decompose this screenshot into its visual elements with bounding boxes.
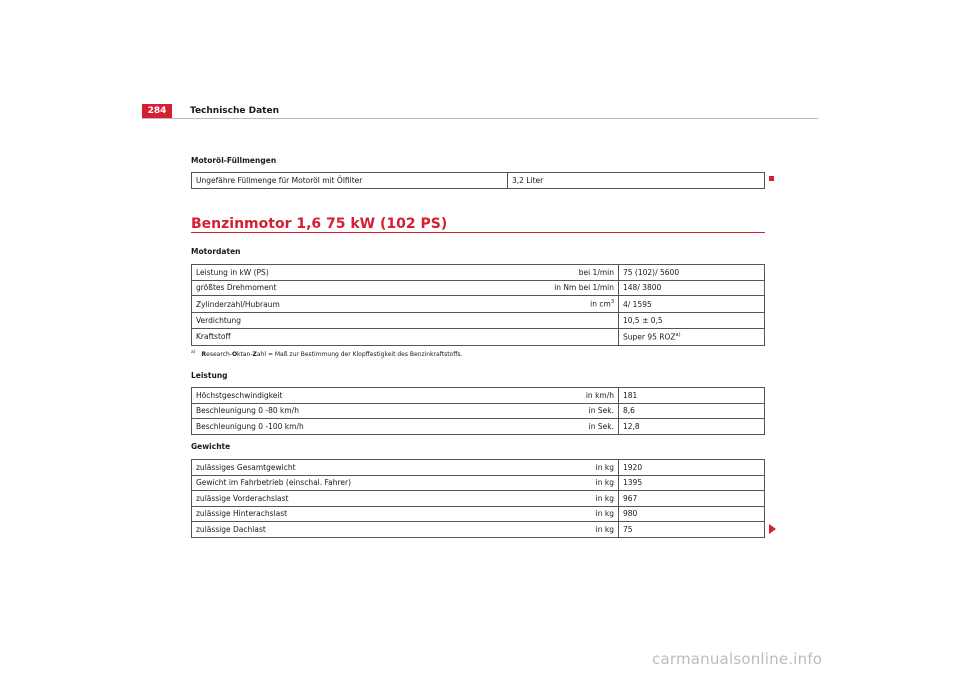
row-value: 1395 (619, 475, 765, 491)
watermark: carmanualsonline.info (652, 650, 823, 668)
row-label: Beschleunigung 0 -80 km/h (192, 403, 511, 419)
continue-arrow-icon (769, 524, 776, 534)
table-row (192, 296, 765, 313)
table-row (192, 403, 765, 419)
row-label: Höchstgeschwindigkeit (192, 388, 511, 404)
table-row (192, 475, 765, 491)
footnote (191, 350, 462, 358)
footnote-initial: O (231, 351, 238, 358)
weights-table (191, 459, 765, 538)
unit-text: in cm (590, 299, 611, 309)
row-value: 980 (619, 506, 765, 522)
table-row (192, 173, 765, 189)
row-value (619, 328, 765, 345)
weights-heading: Gewichte (191, 442, 231, 451)
motor-table (191, 264, 765, 346)
performance-table (191, 387, 765, 435)
row-unit: in Sek. (510, 403, 619, 419)
row-label: Verdichtung (192, 313, 511, 329)
row-label: Leistung in kW (PS) (192, 265, 511, 281)
engine-title: Benzinmotor 1,6 75 kW (102 PS) (191, 216, 448, 232)
performance-heading: Leistung (191, 371, 228, 380)
table-row (192, 328, 765, 345)
row-label: zulässige Hinterachslast (192, 506, 511, 522)
row-label: zulässige Vorderachslast (192, 491, 511, 507)
row-unit: in kg (510, 491, 619, 507)
table-row (192, 491, 765, 507)
row-label: Zylinderzahl/Hubraum (192, 296, 511, 313)
row-value: 148/ 3800 (619, 280, 765, 296)
table-row (192, 460, 765, 476)
section-end-marker (769, 176, 774, 181)
footnote-text: ktan- (237, 351, 253, 358)
row-label: Gewicht im Fahrbetrieb (einschal. Fahrer) (192, 475, 511, 491)
oil-table (191, 172, 765, 189)
row-unit: bei 1/min (510, 265, 619, 281)
table-row (192, 388, 765, 404)
table-row (192, 280, 765, 296)
row-value: 967 (619, 491, 765, 507)
row-value: 75 (619, 522, 765, 538)
title-rule (191, 232, 765, 233)
page-number: 284 (142, 104, 172, 118)
row-value: 75 (102)/ 5600 (619, 265, 765, 281)
row-label: Kraftstoff (192, 328, 511, 345)
unit-superscript: 3 (610, 299, 614, 306)
row-value: 1920 (619, 460, 765, 476)
footnote-marker: a) (191, 350, 196, 355)
row-label: Beschleunigung 0 -100 km/h (192, 419, 511, 435)
footnote-initial: Z (252, 351, 257, 358)
page-header (142, 104, 818, 118)
row-value: 10,5 ± 0,5 (619, 313, 765, 329)
row-label: zulässiges Gesamtgewicht (192, 460, 511, 476)
row-value: 12,8 (619, 419, 765, 435)
row-unit: in kg (510, 506, 619, 522)
row-value: 4/ 1595 (619, 296, 765, 313)
table-row (192, 419, 765, 435)
row-unit: in Nm bei 1/min (510, 280, 619, 296)
footnote-reference: a) (675, 331, 681, 338)
row-value: 8,6 (619, 403, 765, 419)
header-rule (142, 118, 818, 119)
row-unit: in kg (510, 475, 619, 491)
footnote-text: ahl = Maß zur Bestimmung der Klopffestigkeit des Benzinkraftstoffs. (256, 351, 463, 358)
oil-label: Ungefähre Füllmenge für Motoröl mit Ölfilter (192, 173, 508, 189)
table-row (192, 506, 765, 522)
row-unit: in km/h (510, 388, 619, 404)
row-value: 181 (619, 388, 765, 404)
oil-heading: Motoröl-Füllmengen (191, 156, 277, 165)
row-label: größtes Drehmoment (192, 280, 511, 296)
row-unit (510, 296, 619, 313)
footnote-text: esearch- (206, 351, 232, 358)
row-unit: in kg (510, 460, 619, 476)
row-unit (510, 328, 619, 345)
page-header-title: Technische Daten (190, 106, 279, 116)
row-unit (510, 313, 619, 329)
footnote-initial: R (201, 351, 207, 358)
oil-value: 3,2 Liter (508, 173, 765, 189)
row-label: zulässige Dachlast (192, 522, 511, 538)
table-row (192, 265, 765, 281)
row-unit: in kg (510, 522, 619, 538)
row-unit: in Sek. (510, 419, 619, 435)
table-row (192, 522, 765, 538)
table-row (192, 313, 765, 329)
motor-heading: Motordaten (191, 247, 241, 256)
value-text: Super 95 ROZ (623, 332, 676, 342)
